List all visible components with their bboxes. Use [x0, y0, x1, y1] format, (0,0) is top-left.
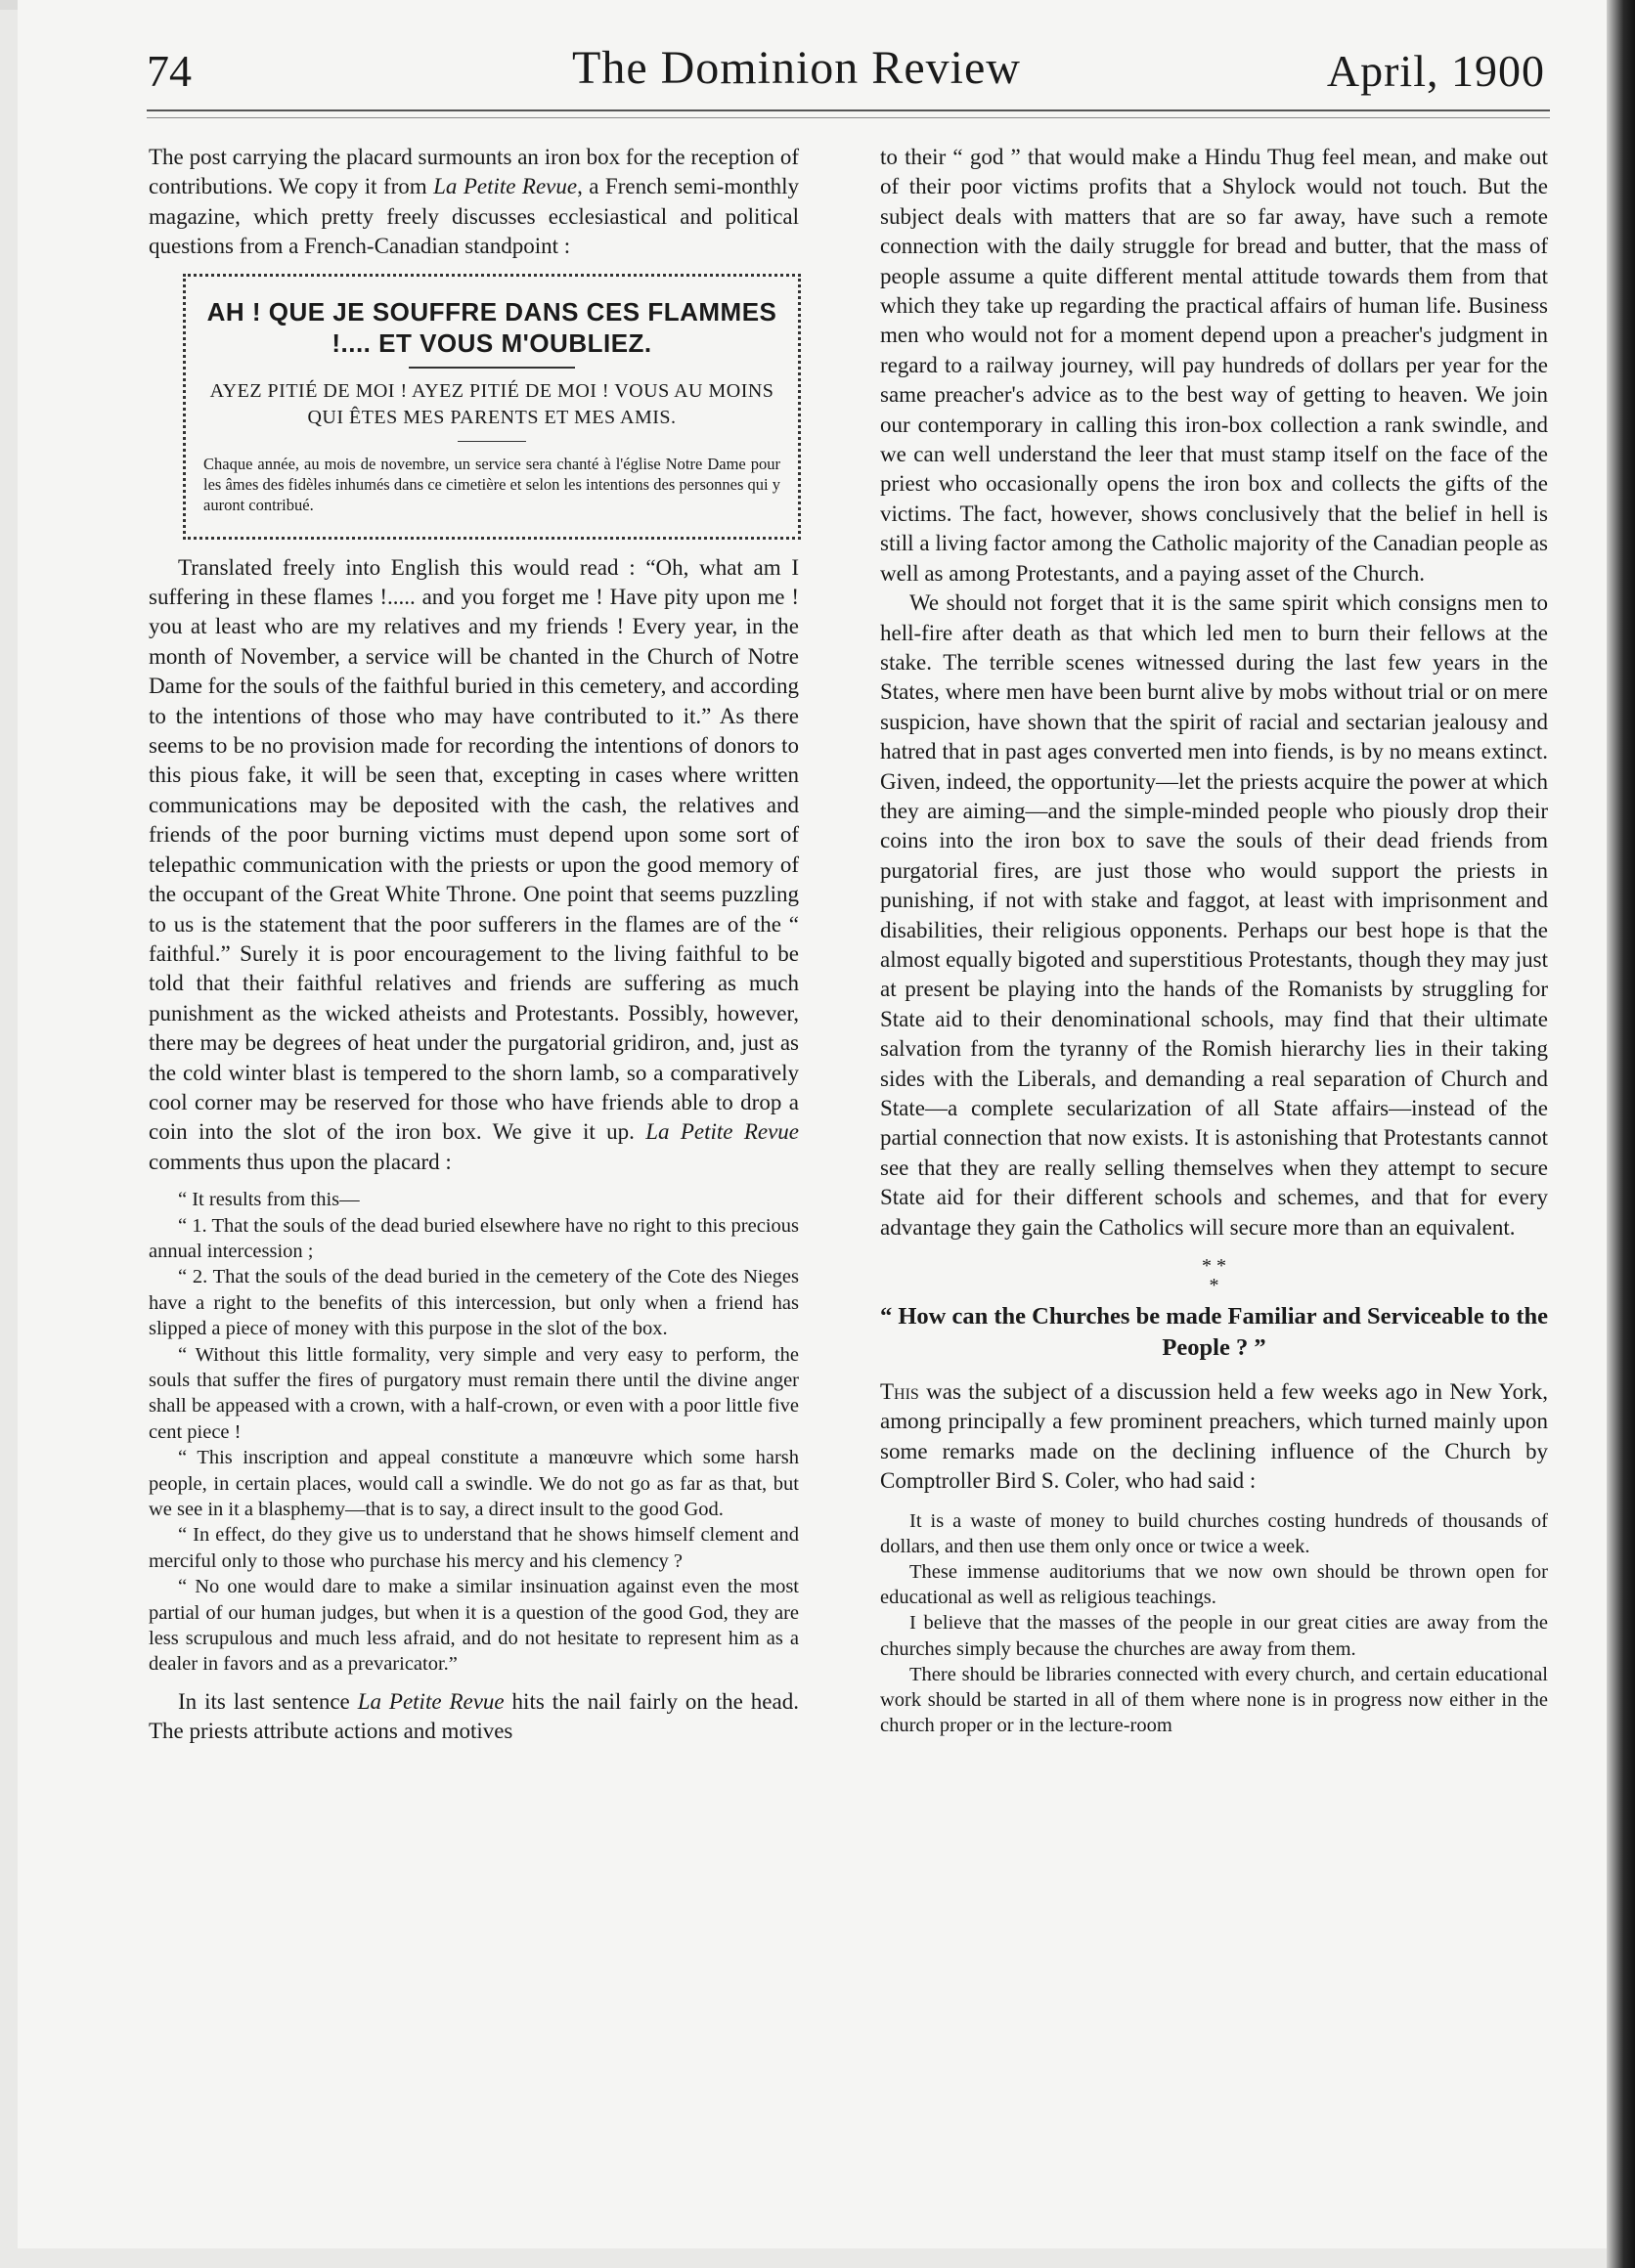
coler-quote-line: I believe that the masses of the people in our great cities are away from the churches simply because the churches are away from them.: [880, 1612, 1548, 1660]
quote-line: “ No one would dare to make a similar insinuation against even the most partial of our human judges, but when it is a question of the good God, they are less scrupulous and much less afraid, and do not hesitate to represent him as a dealer in favors and as a prevaricator.”: [149, 1576, 799, 1676]
left-column: [149, 143, 799, 1747]
closing-text-end: hits the nail fairly on the head. The priests attribute actions and motives: [149, 1688, 799, 1744]
placard-notice: Chaque année, au mois de novembre, un service sera chanté à l'église Notre Dame pour les âmes des fidèles inhumés dans ce cimetière et selon les intentions des personnes qui y auront contribué.: [203, 454, 780, 514]
quote-line: “ In effect, do they give us to understand that he shows himself clement and merciful only to those who purchase his mercy and his clemency ?: [149, 1524, 799, 1572]
section-separator: [880, 1256, 1548, 1295]
intro-text: The post carrying the placard surmounts an iron box for the reception of contributions. We copy it from: [149, 145, 799, 199]
lead-caps: This: [880, 1379, 919, 1405]
coler-quote-line: These immense auditoriums that we now own should be thrown open for educational as well as religious teachings.: [880, 1561, 1548, 1609]
intro-text-end: , a French semi-monthly magazine, which pretty freely discusses ecclesiastical and political questions from a French-Canadian standpoint :: [149, 174, 799, 259]
quote-line: “ Without this little formality, very simple and very easy to perform, the souls that suffer the fires of purgatory must remain there until the divine anger shall be appeased with a crown, with a half-crown, or even with a poor little five cent piece !: [149, 1343, 799, 1443]
quote-line: “ 1. That the souls of the dead buried elsewhere have no right to this precious annual intercession ;: [149, 1214, 799, 1262]
quote-line: “ It results from this—: [178, 1189, 360, 1211]
coler-quote-line: It is a waste of money to build churches costing hundreds of thousands of dollars, and then use them only once or twice a week.: [880, 1509, 1548, 1557]
coler-quote-line: There should be libraries connected with every church, and certain educational work should be started in all of them where none is in progress now either in the church proper or in the lecture-room: [880, 1663, 1548, 1737]
spirit-paragraph: We should not forget that it is the same spirit which consigns men to hell-fire after death as that which led men to burn their fellows at the stake. The terrible scenes witnessed during the last few years in the States, where men have been burnt alive by mobs without trial or on mere suspicion, have shown that the spirit of racial and sectarian jealousy and hatred that in past ages converted men into fiends, is by no means extinct. Given, indeed, the opportunity—let the priests acquire the power at which they are aiming—and the simple-minded people who piously drop their coins into the iron box to save the souls of their dead friends from purgatorial fires, are just those who would support the priests in punishing, if not with stake and faggot, at least with imprisonment and disabilities, their religious opponents. Perhaps our best hope is that the almost equally bigoted and superstitious Protestants, though they may just at present be playing into the hands of the Romanists by struggling for State aid to their denominational schools, may find that their ultimate salvation from the tyranny of the Romish hierarchy lies in their taking sides with the Liberals, and demanding a real separation of Church and State—a complete secularization of all State affairs—instead of the partial connection that now exists. It is astonishing that Protestants cannot see that they are really selling themselves when they attempt to secure State aid for their different schools and schemes, and that for every advantage they gain the Catholics will secure more than an equivalent.: [880, 590, 1548, 1240]
continued-paragraph: to their “ god ” that would make a Hindu Thug feel mean, and make out of their poor victims profits that a Shylock would not touch. But the subject deals with matters that are so far away, have such a remote connection with the daily struggle for bread and butter, that the mass of people assume a quite different mental attitude towards them from that which they take up regarding the practical affairs of human life. Business men who would not for a moment depend upon a preacher's judgment in regard to a railway journey, will pay hundreds of dollars per year for the same preacher's advice as to the best way of getting to heaven. We join our contemporary in calling this iron-box collection a rank swindle, and we can well understand the leer that must stamp itself on the face of the priest who occasionally opens the iron box and collects the gifts of the victims. The fact, however, shows conclusively that the belief in hell is still a living factor among the Catholic majority of the Canadian people as well as among Protestants, and a paying asset of the Church.: [880, 145, 1548, 586]
running-header: [147, 37, 1545, 106]
page-number: 74: [147, 46, 192, 96]
publication-name: La Petite Revue: [645, 1119, 799, 1145]
translation-text-end: comments thus upon the placard :: [149, 1149, 452, 1174]
quote-line: “ 2. That the souls of the dead buried in the cemetery of the Cote des Nieges have a right to the benefits of this intercession, but only when a friend has slipped a piece of money with this purpose in the slot of the box.: [149, 1266, 799, 1340]
closing-text: In its last sentence: [178, 1688, 358, 1714]
placard-divider-small: [458, 441, 526, 442]
lead-text: was the subject of a discussion held a few weeks ago in New York, among principally a few prominent preachers, which turned mainly upon some remarks made on the declining influence of the Church by Comptroller Bird S. Coler, who had said :: [880, 1379, 1548, 1494]
translation-text: Translated freely into English this would read : “Oh, what am I suffering in these flames !..... and you forget me ! Have pity upon me ! you at least who are my relatives and my friends ! Every year, in the month of November, a service will be chanted in the Church of Notre Dame for the souls of the faithful buried in this cemetery, and according to the intentions of those who may have contributed to it.” As there seems to be no provision made for recording the intentions of donors to this pious fake, it will be seen that, excepting in cases where written communications may be deposited with the cash, the relatives and friends of the poor burning victims must depend upon some sort of telepathic communication with the priests or upon the good memory of the occupant of the Great White Throne. One point that seems puzzling to us is the statement that the poor sufferers in the flames are of the “ faithful.” Surely it is poor encouragement to the living faithful to be told that their faithful relatives and friends are suffering as much punishment as the wicked atheists and Protestants. Possibly, however, there may be degrees of heat under the purgatorial gridiron, and, just as the cold winter blast is tempered to the shorn lamb, so a comparatively cool corner may be reserved for those who have friends able to drop a coin into the slot of the iron box. We give it up.: [149, 554, 799, 1145]
revue-quotes: [149, 1187, 799, 1678]
placard-headline: AH ! QUE JE SOUFFRE DANS CES FLAMMES !.... ET VOUS M'OUBLIEZ.: [206, 296, 777, 358]
placard-box: [183, 274, 801, 540]
quote-line: “ This inscription and appeal constitute a manœuvre which some harsh people, in certain places, would call a swindle. We do not go as far as that, but we see in it a blasphemy—that is to say, a direct insult to the good God.: [149, 1447, 799, 1521]
header-rule: [147, 109, 1550, 111]
page-right-edge: [1607, 0, 1635, 2268]
translation-paragraph: [149, 553, 799, 1178]
closing-paragraph: [149, 1687, 799, 1747]
section-heading: “ How can the Churches be made Familiar and Serviceable to the People ? ”: [880, 1303, 1549, 1362]
publication-name: La Petite Revue: [433, 174, 578, 199]
coler-quotes: [880, 1508, 1548, 1739]
asterism: * * *: [1202, 1255, 1226, 1297]
placard-divider: [409, 367, 575, 369]
section-lead-paragraph: [880, 1377, 1548, 1497]
right-column: [880, 143, 1548, 1738]
header-rule-thin: [147, 117, 1550, 118]
intro-paragraph: [149, 143, 799, 262]
issue-date: April, 1900: [1326, 46, 1545, 96]
placard-subline: AYEZ PITIÉ DE MOI ! AYEZ PITIÉ DE MOI ! VOUS AU MOINS QUI ÊTES MES PARENTS ET MES AMIS.: [209, 379, 774, 428]
publication-name: La Petite Revue: [357, 1688, 505, 1714]
publication-title: The Dominion Review: [572, 42, 1021, 94]
